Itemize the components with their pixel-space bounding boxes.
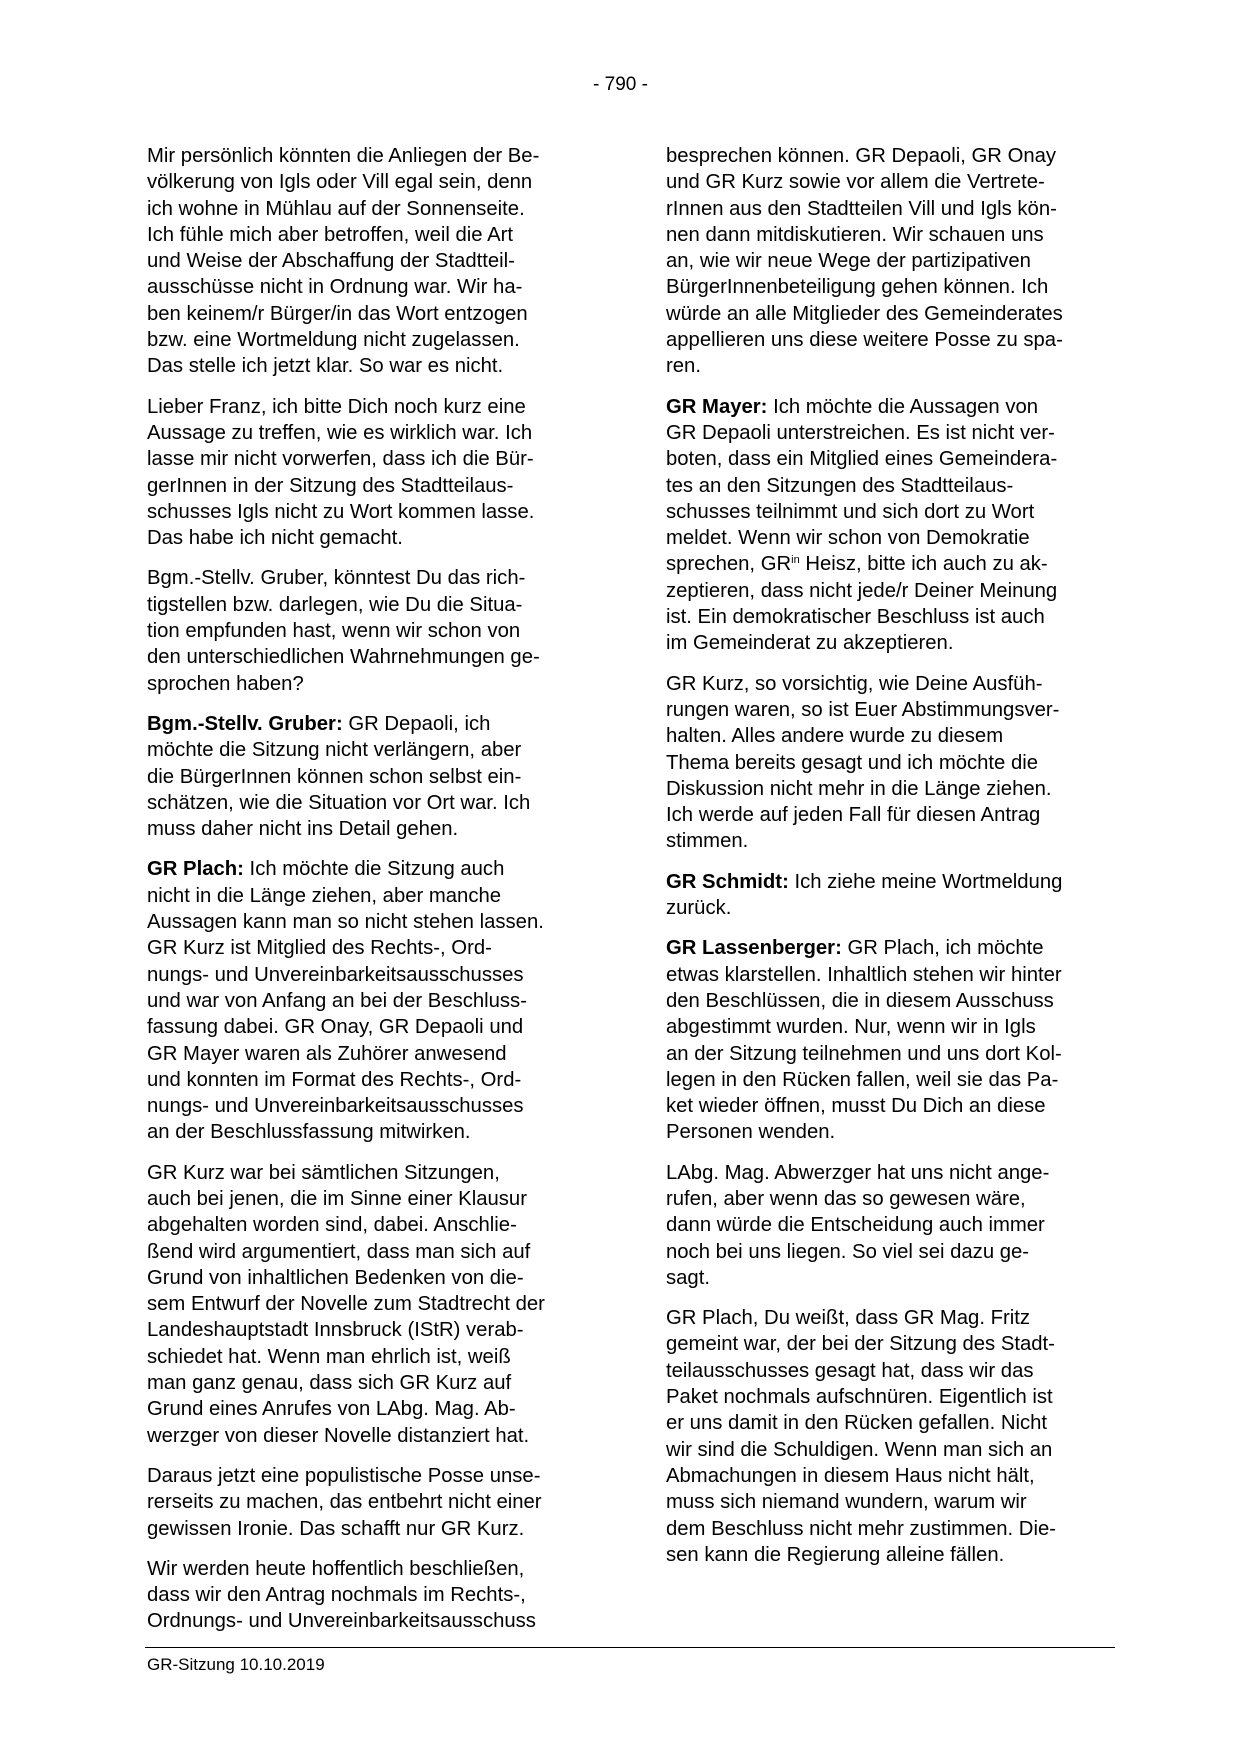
paragraph: LAbg. Mag. Abwerzger hat uns nicht ange- rufen, aber wenn das so gewesen wäre, dann würde die Entscheidung auch immer noch bei uns liegen. So viel sei dazu ge- sagt.: [666, 1161, 1050, 1289]
paragraph: Mir persönlich könnten die Anliegen der Be- völkerung von Igls oder Vill egal sein, denn ich wohne in Mühlau auf der Sonnenseite. Ich fühle mich aber betroffen, weil die Art und Weise der Abschaffung der Stadtteil- ausschüsse nicht in Ordnung war. Wir ha- ben keinem/r Bürger/in das Wort entzogen bzw. eine Wortmeldung nicht zugelassen. Das stelle ich jetzt klar. So war es nicht.: [147, 145, 540, 378]
footer-divider: [145, 1647, 1115, 1648]
paragraph: GR Plach: Ich möchte die Sitzung auch nicht in die Länge ziehen, aber manche Aussagen kann man so nicht stehen lassen. GR Kurz ist Mitglied des Rechts-, Ord- nungs- und Unvereinbarkeitsausschusses und war von Anfang an bei der Beschluss- fassung dabei. GR Onay, GR Depaoli und GR Mayer waren als Zuhörer anwesend und konnten im Format des Rechts-, Ord- nungs- und Unvereinbarkeitsausschusses an der Beschlussfassung mitwirken.: [147, 858, 544, 1144]
paragraph: GR Kurz, so vorsichtig, wie Deine Ausfüh- rungen waren, so ist Euer Abstimmungsver- halten. Alles andere wurde zu diesem Thema bereits gesagt und ich möchte die Diskussion nicht mehr in die Länge ziehen. Ich werde auf jeden Fall für diesen Antrag stimmen.: [666, 672, 1060, 853]
paragraph: GR Schmidt: Ich ziehe meine Wortmeldung zurück.: [666, 870, 1063, 920]
paragraph: Wir werden heute hoffentlich beschließen, dass wir den Antrag nochmals im Rechts-, Ordnungs- und Unvereinbarkeitsausschuss: [147, 1557, 536, 1633]
paragraph: besprechen können. GR Depaoli, GR Onay und GR Kurz sowie vor allem die Vertrete- rInnen aus den Stadtteilen Vill und Igls kön- nen dann mitdiskutieren. Wir schauen uns an, wie wir neue Wege der partizipativen BürgerInnenbeteiligung gehen können. Ich würde an alle Mitglieder des Gemeinderates appellieren uns diese weitere Posse zu spa- ren.: [666, 145, 1063, 378]
speaker-name: GR Plach:: [147, 858, 244, 881]
right-column: [666, 143, 1118, 1582]
page-number: - 790 -: [593, 74, 648, 95]
paragraph: Bgm.-Stellv. Gruber, könntest Du das rich- tigstellen bzw. darlegen, wie Du die Situa- tion empfunden hast, wenn wir schon von den unterschiedlichen Wahrnehmungen ge- sprochen haben?: [147, 567, 540, 695]
speaker-name: GR Lassenberger:: [666, 937, 842, 960]
paragraph: GR Plach, Du weißt, dass GR Mag. Fritz gemeint war, der bei der Sitzung des Stadt- teilausschusses gesagt hat, dass wir das Paket nochmals aufschnüren. Eigentlich ist er uns damit in den Rücken gefallen. Nicht wir sind die Schuldigen. Wenn man sich an Abmachungen in diesem Haus nicht hält, muss sich niemand wundern, warum wir dem Beschluss nicht mehr zustimmen. Die- sen kann die Regierung alleine fällen.: [666, 1307, 1056, 1566]
speaker-name: GR Schmidt:: [666, 870, 789, 893]
superscript: in: [791, 554, 800, 567]
paragraph: Lieber Franz, ich bitte Dich noch kurz eine Aussage zu treffen, wie es wirklich war. Ich lasse mir nicht vorwerfen, dass ich die Bür- gerInnen in der Sitzung des Stadtteilaus- schusses Igls nicht zu Wort kommen lasse. Das habe ich nicht gemacht.: [147, 395, 535, 550]
paragraph: GR Lassenberger: GR Plach, ich möchte etwas klarstellen. Inhaltlich stehen wir hinter den Beschlüssen, die in diesem Ausschuss abgestimmt wurden. Nur, wenn wir in Igls an der Sitzung teilnehmen und uns dort Kol- legen in den Rücken fallen, weil sie das Pa- ket wieder öffnen, musst Du Dich an diese Personen wenden.: [666, 937, 1062, 1144]
speaker-name: GR Mayer:: [666, 395, 768, 418]
paragraph: Bgm.-Stellv. Gruber: GR Depaoli, ich möchte die Sitzung nicht verlängern, aber die BürgerInnen können schon selbst ein- schätzen, wie die Situation vor Ort war. Ich muss daher nicht ins Detail gehen.: [147, 712, 531, 841]
footer-text: GR-Sitzung 10.10.2019: [147, 1655, 325, 1674]
left-column: [147, 143, 599, 1649]
paragraph: GR Mayer: Ich möchte die Aussagen von GR Depaoli unterstreichen. Es ist nicht ver- boten, dass ein Mitglied eines Gemeindera- tes an den Sitzungen des Stadtteilaus- schusses teilnimmt und sich dort zu Wort meldet. Wenn wir schon von Demokratie sprechen, $GR^{in}$ Heisz, bitte ich auch zu ak- zeptieren, dass nicht jede/r Deiner Meinung ist. Ein demokratischer Beschluss ist auch im Gemeinderat zu akzeptieren.: [666, 395, 1058, 655]
paragraph: Daraus jetzt eine populistische Posse unse- rerseits zu machen, das entbehrt nicht einer gewissen Ironie. Das schafft nur GR Kurz.: [147, 1464, 542, 1540]
paragraph: GR Kurz war bei sämtlichen Sitzungen, auch bei jenen, die im Sinne einer Klausur abgehalten worden sind, dabei. Anschlie- ßend wird argumentiert, dass man sich auf Grund von inhaltlichen Bedenken von die- sem Entwurf der Novelle zum Stadtrecht der Landeshauptstadt Innsbruck (IStR) verab- schiedet hat. Wenn man ehrlich ist, weiß man ganz genau, dass sich GR Kurz auf Grund eines Anrufes von LAbg. Mag. Ab- werzger von dieser Novelle distanziert hat.: [147, 1161, 545, 1447]
speaker-name: Bgm.-Stellv. Gruber:: [147, 712, 343, 735]
